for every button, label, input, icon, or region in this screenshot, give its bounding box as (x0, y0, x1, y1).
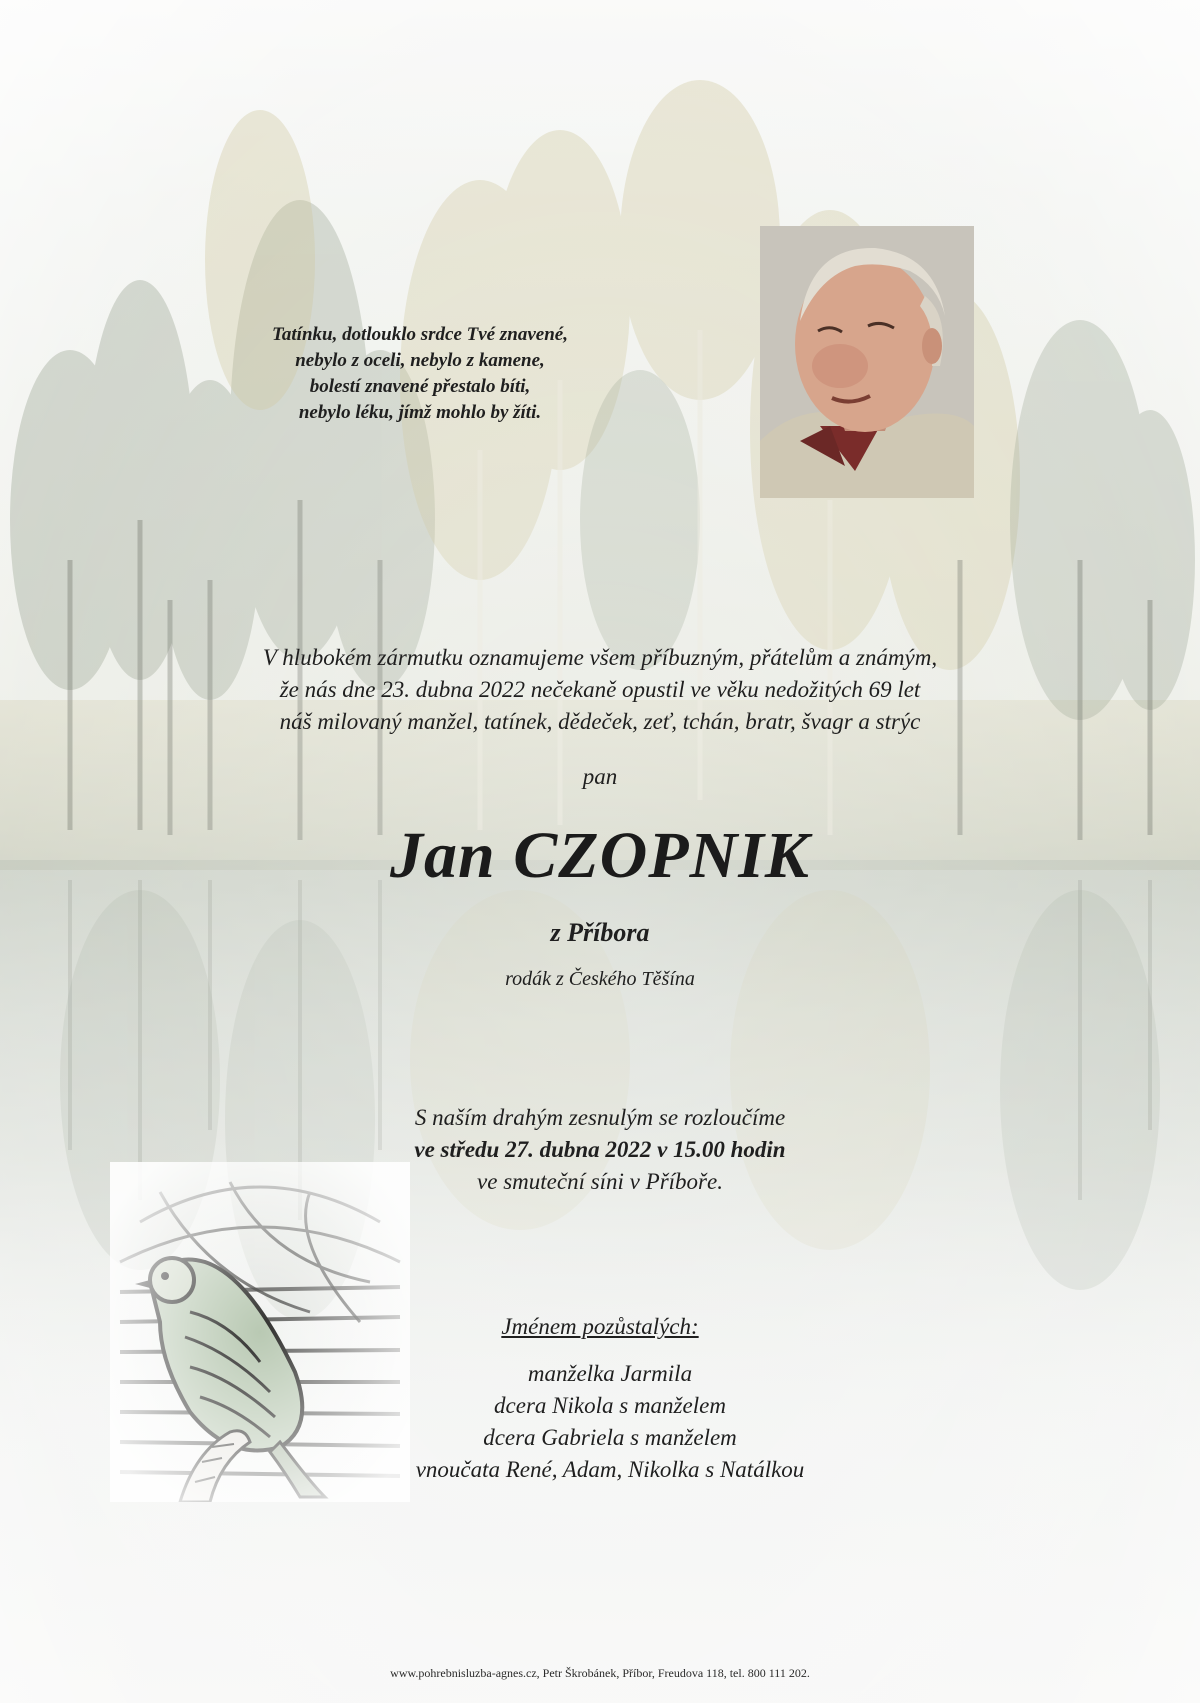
survivor-item: dcera Gabriela s manželem (483, 1425, 737, 1450)
survivor-item: dcera Nikola s manželem (494, 1393, 726, 1418)
ceremony-line: S naším drahým zesnulým se rozloučíme (414, 1105, 786, 1130)
verse-line: nebylo léku, jímž mohlo by žíti. (298, 402, 542, 423)
survivors-heading: Jménem pozůstalých: (501, 1314, 699, 1339)
survivor-item: vnoučata René, Adam, Nikolka s Natálkou (415, 1457, 805, 1482)
survivor-item: manželka Jarmila (527, 1361, 693, 1386)
verse-line: bolestí znavené přestalo bíti, (309, 376, 531, 397)
ceremony-date: ve středu 27. dubna 2022 v 15.00 hodin (414, 1137, 786, 1162)
deceased-origin: z Příbora (550, 918, 650, 947)
verse-line: nebylo z oceli, nebylo z kamene, (295, 350, 545, 371)
announcement-line: že nás dne 23. dubna 2022 nečekaně opustil ve věku nedožitých 69 let (279, 677, 921, 702)
deceased-name: Jan CZOPNIK (390, 819, 810, 892)
portrait-photo (760, 226, 974, 498)
ceremony-place: ve smuteční síni v Příboře. (477, 1169, 723, 1194)
announcement-line: V hlubokém zármutku oznamujeme všem příbuzným, přátelům a známým, (262, 645, 938, 670)
funeral-service-footer: www.pohrebnisluzba-agnes.cz, Petr Škrobánek, Příbor, Freudova 118, tel. 800 111 202. (390, 1666, 810, 1680)
deceased-birthplace: rodák z Českého Těšína (505, 968, 695, 990)
survivors-list (350, 1358, 870, 1486)
memorial-verse (200, 322, 640, 426)
verse-line: Tatínku, dotlouklo srdce Tvé znavené, (272, 324, 568, 345)
announcement-text (150, 642, 1050, 738)
announcement-line: náš milovaný manžel, tatínek, dědeček, zeť, tchán, bratr, švagr a strýc (279, 709, 921, 734)
deceased-title: pan (582, 764, 618, 789)
